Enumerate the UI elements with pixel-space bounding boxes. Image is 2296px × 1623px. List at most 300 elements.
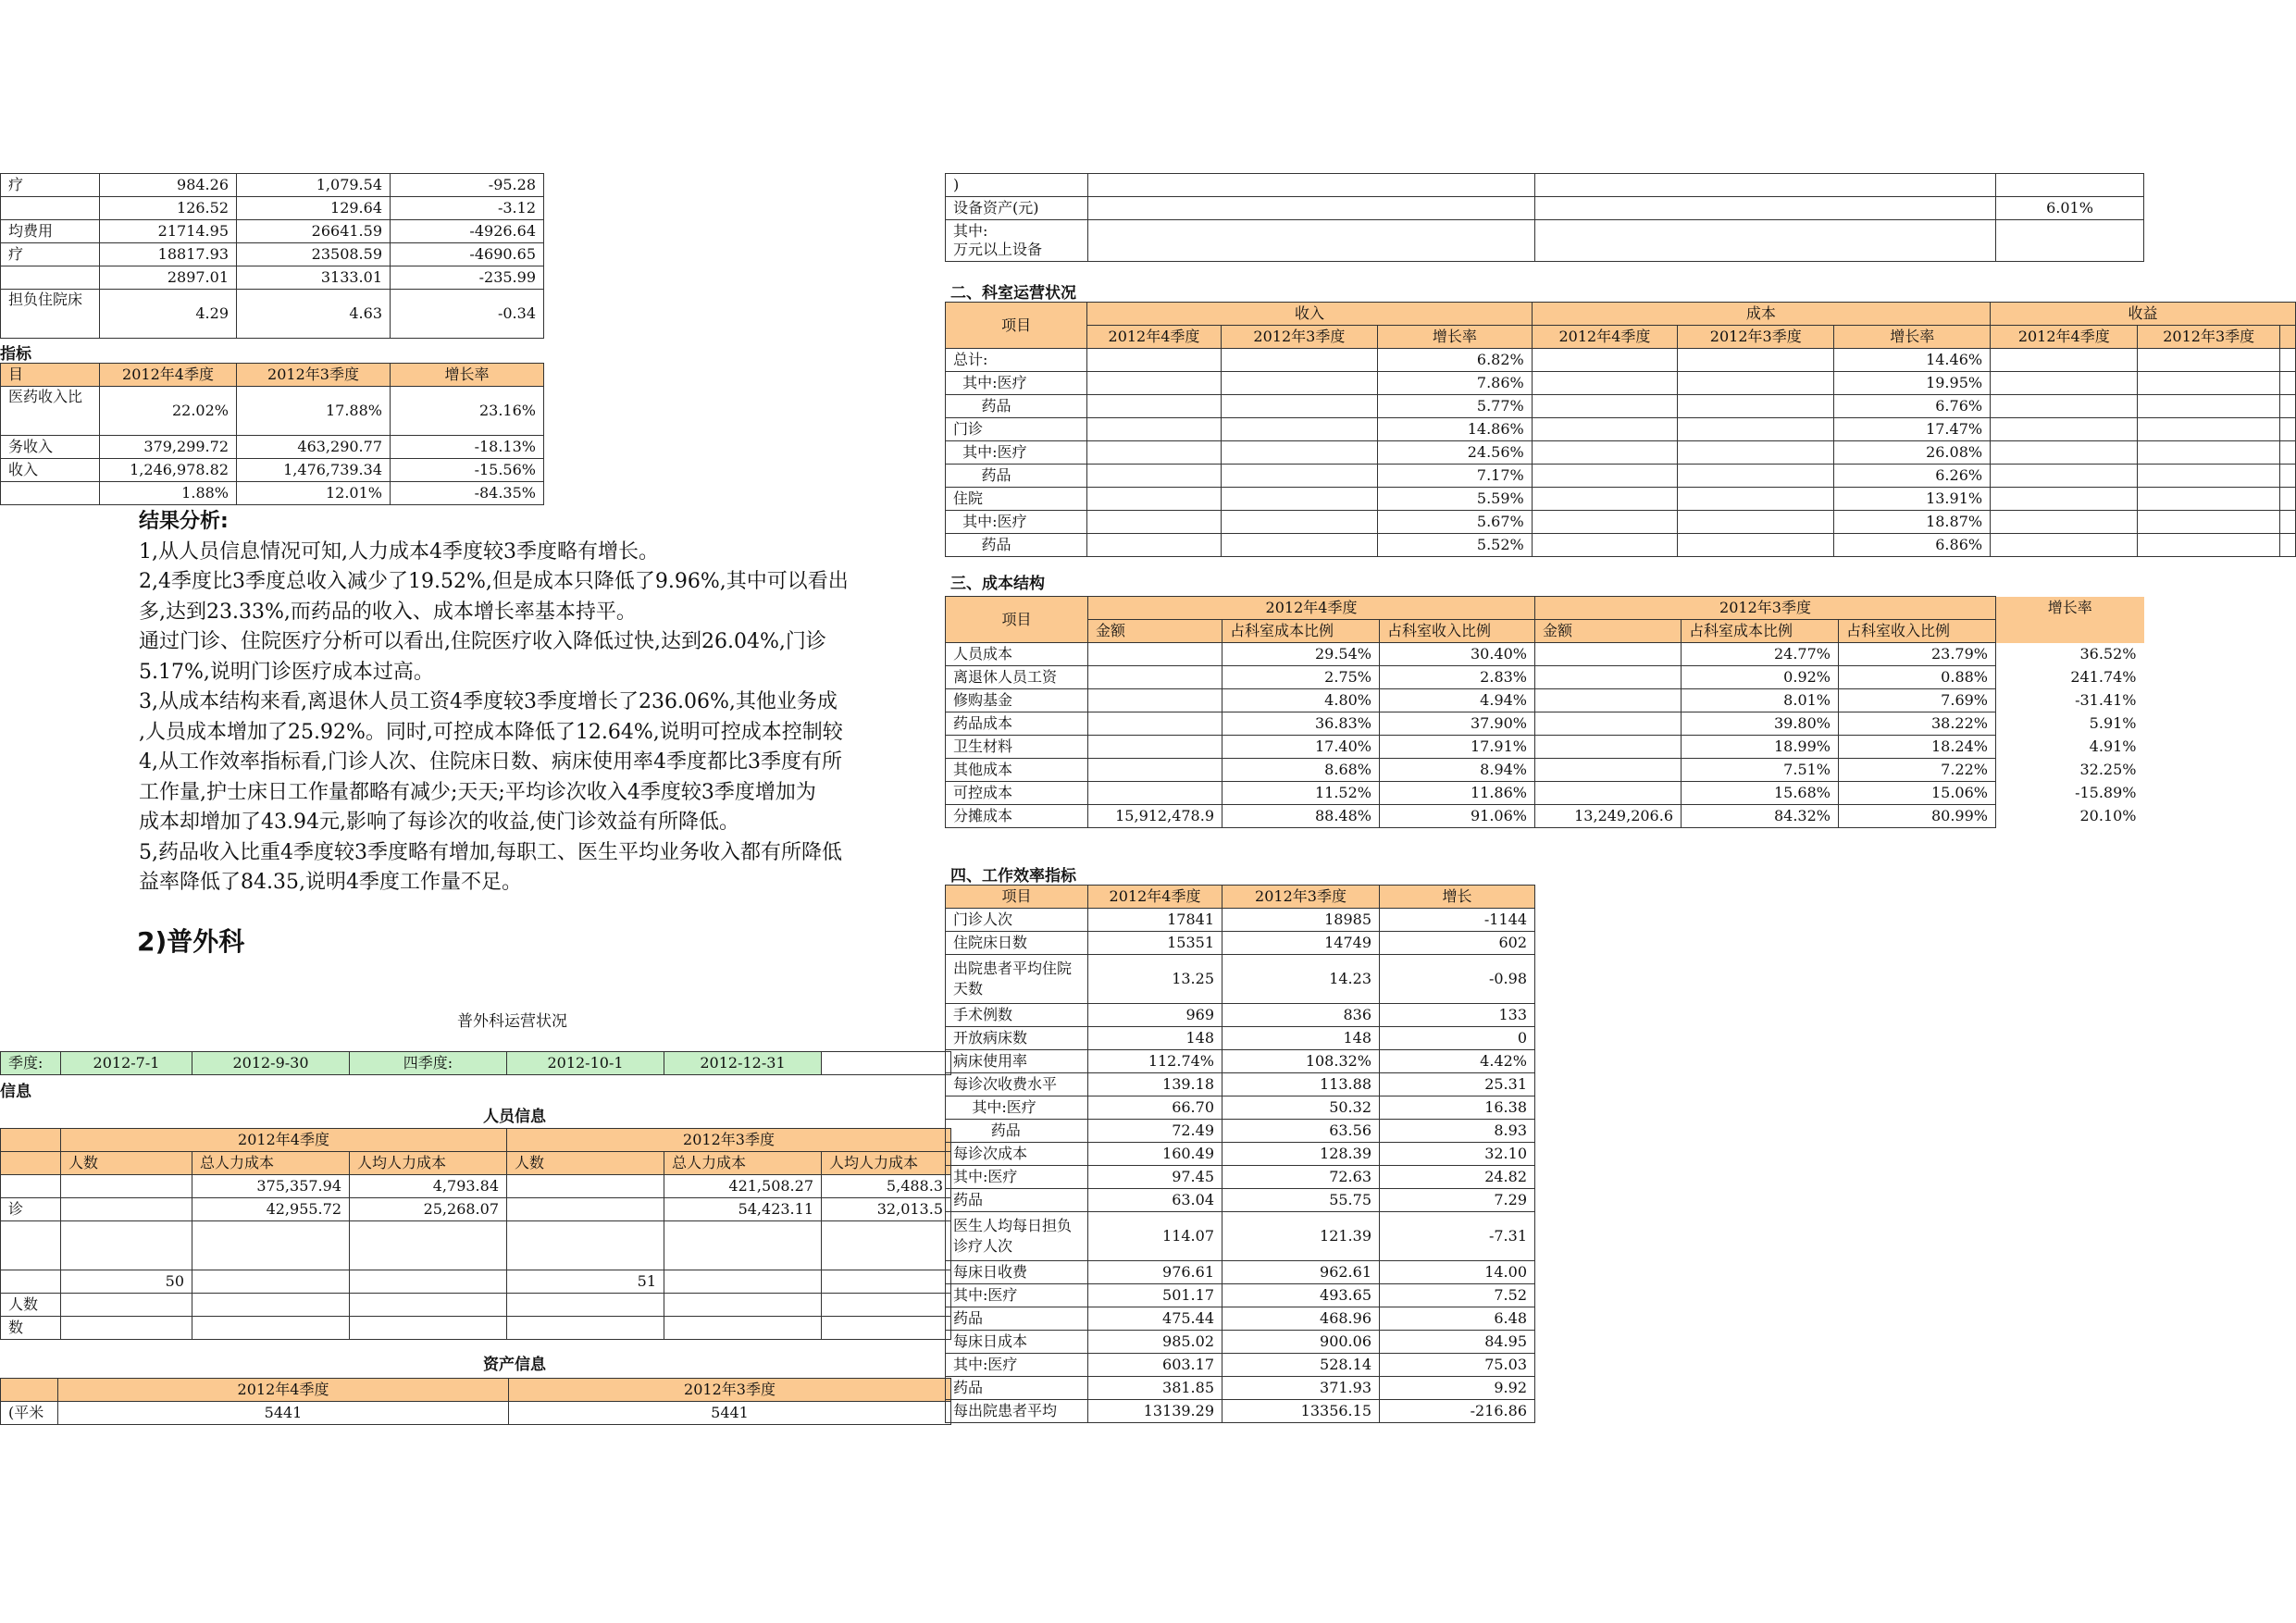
staff-cell bbox=[822, 1317, 951, 1340]
ops-sub-header: 2012年3季度 bbox=[1221, 326, 1377, 349]
eff-row bbox=[946, 1143, 1535, 1166]
left-top-row bbox=[1, 174, 544, 197]
row-label: 每出院患者平均 bbox=[946, 1400, 1088, 1423]
eff-row bbox=[946, 932, 1535, 955]
staff-tbody bbox=[1, 1129, 951, 1340]
ops-cell bbox=[2138, 418, 2279, 441]
period-q4-end: 2012-12-31 bbox=[664, 1052, 822, 1075]
staff-cell bbox=[664, 1317, 822, 1340]
staff-header-row bbox=[1, 1129, 951, 1152]
analysis-lines bbox=[139, 538, 849, 898]
cost-sub-row bbox=[946, 620, 2144, 643]
ops-cost-growth: 26.08% bbox=[1834, 441, 1991, 465]
cost-cell bbox=[1088, 689, 1222, 712]
staff-cell bbox=[61, 1294, 192, 1317]
ops-cell bbox=[2138, 395, 2279, 418]
eff-cell: 468.96 bbox=[1222, 1307, 1380, 1331]
right-top-cell bbox=[1535, 220, 1996, 262]
eff-cell: 493.65 bbox=[1222, 1284, 1380, 1307]
eff-cell: 97.45 bbox=[1088, 1166, 1222, 1189]
right-top-value-2: 6.01% bbox=[1996, 197, 2144, 220]
staff-row bbox=[1, 1294, 951, 1317]
left-ratio-row bbox=[1, 459, 544, 482]
ops-row bbox=[946, 488, 2296, 511]
left-ratio-row bbox=[1, 387, 544, 436]
eff-row bbox=[946, 1050, 1535, 1073]
analysis-line: 3,从成本结构来看,离退休人员工资4季度较3季度增长了236.06%,其他业务成 bbox=[139, 690, 838, 713]
eff-cell: 836 bbox=[1222, 1004, 1380, 1027]
row-label: 其中:医疗 bbox=[946, 1354, 1088, 1377]
ops-cell bbox=[1532, 465, 1677, 488]
right-top-cell bbox=[1088, 220, 1535, 262]
row-label: 修购基金 bbox=[946, 689, 1088, 712]
staff-cell bbox=[350, 1221, 507, 1270]
cost-cell: 15.06% bbox=[1839, 782, 1996, 805]
row-label bbox=[1, 482, 100, 505]
assets-q4-value: 5441 bbox=[58, 1402, 509, 1425]
row-label: 住院床日数 bbox=[946, 932, 1088, 955]
value-q3: 12.01% bbox=[237, 482, 391, 505]
row-label: 其中:医疗 bbox=[946, 1096, 1088, 1120]
eff-row bbox=[946, 1400, 1535, 1423]
ops-cell bbox=[1087, 511, 1222, 534]
ops-row bbox=[946, 418, 2296, 441]
ops-sub-header: 2012年3季度 bbox=[1678, 326, 1834, 349]
row-label: 其中:医疗 bbox=[946, 372, 1087, 395]
row-label: 药品 bbox=[946, 1120, 1088, 1143]
cost-cell bbox=[1535, 759, 1682, 782]
value-diff: -3.12 bbox=[391, 197, 544, 220]
ops-cell bbox=[2138, 372, 2279, 395]
eff-cell: 371.93 bbox=[1222, 1377, 1380, 1400]
right-top-label-1: ) bbox=[946, 174, 1088, 197]
ops-cost-growth: 6.26% bbox=[1834, 465, 1991, 488]
assets-header-q3: 2012年3季度 bbox=[509, 1379, 951, 1402]
cost-cell: 4.94% bbox=[1380, 689, 1535, 712]
analysis-line: 2,4季度比3季度总收入减少了19.52%,但是成本只降低了9.96%,其中可以看出 bbox=[139, 570, 849, 593]
value-q4: 21714.95 bbox=[100, 220, 237, 243]
left-top-row bbox=[1, 197, 544, 220]
value-growth: -15.56% bbox=[391, 459, 544, 482]
ops-cell bbox=[1221, 441, 1377, 465]
ops-sub-header: 增长率 bbox=[1378, 326, 1533, 349]
value-q4: 984.26 bbox=[100, 174, 237, 197]
left-ratio-header-row bbox=[1, 364, 544, 387]
eff-row bbox=[946, 1284, 1535, 1307]
staff-cell bbox=[61, 1317, 192, 1340]
row-label bbox=[1, 1221, 61, 1270]
eff-cell: 72.49 bbox=[1088, 1120, 1222, 1143]
eff-row bbox=[946, 1073, 1535, 1096]
cost-row bbox=[946, 805, 2144, 828]
ops-income-growth: 7.86% bbox=[1378, 372, 1533, 395]
eff-row bbox=[946, 1004, 1535, 1027]
analysis-line: 通过门诊、住院医疗分析可以看出,住院医疗收入降低过快,达到26.04%,门诊 bbox=[139, 630, 826, 653]
ops-block bbox=[945, 302, 2296, 557]
right-top-table bbox=[945, 173, 2144, 262]
cost-cell: 29.54% bbox=[1222, 643, 1380, 666]
ops-header-item: 项目 bbox=[946, 303, 1087, 349]
ops-cell bbox=[1991, 534, 2138, 557]
cost-cell bbox=[1535, 643, 1682, 666]
row-label: 其他成本 bbox=[946, 759, 1088, 782]
cost-sub-header: 占科室收入比例 bbox=[1839, 620, 1996, 643]
staff-cell: 51 bbox=[507, 1270, 664, 1294]
eff-cell: 32.10 bbox=[1380, 1143, 1535, 1166]
assets-row-label: (平米 bbox=[1, 1402, 58, 1425]
ops-row bbox=[946, 465, 2296, 488]
eff-cell: 14749 bbox=[1222, 932, 1380, 955]
ops-cell bbox=[1991, 372, 2138, 395]
eff-cell: -0.98 bbox=[1380, 955, 1535, 1004]
left-top-table bbox=[0, 173, 544, 339]
cost-header-q3: 2012年3季度 bbox=[1535, 597, 1996, 620]
value-q4: 1.88% bbox=[100, 482, 237, 505]
cost-growth: 32.25% bbox=[2079, 761, 2137, 778]
eff-row bbox=[946, 1261, 1535, 1284]
cost-cell: 15.68% bbox=[1682, 782, 1839, 805]
cost-cell bbox=[1088, 712, 1222, 736]
assets-q3-value: 5441 bbox=[509, 1402, 951, 1425]
value-growth: -18.13% bbox=[391, 436, 544, 459]
ops-row bbox=[946, 372, 2296, 395]
cost-row bbox=[946, 712, 2144, 736]
eff-cell: 13139.29 bbox=[1088, 1400, 1222, 1423]
eff-row bbox=[946, 1331, 1535, 1354]
value-q3: 463,290.77 bbox=[237, 436, 391, 459]
row-label: 药品成本 bbox=[946, 712, 1088, 736]
cost-cell: 8.68% bbox=[1222, 759, 1380, 782]
right-top-label-2: 设备资产(元) bbox=[946, 197, 1088, 220]
cost-cell: 39.80% bbox=[1682, 712, 1839, 736]
ops-sub-header: 2012年4季度 bbox=[1087, 326, 1222, 349]
cost-growth: -31.41% bbox=[2075, 691, 2137, 709]
row-label: 每床日收费 bbox=[946, 1261, 1088, 1284]
eff-cell: 9.92 bbox=[1380, 1377, 1535, 1400]
cost-tbody bbox=[946, 597, 2144, 828]
staff-sub-header-row bbox=[1, 1152, 951, 1175]
row-label: 卫生材料 bbox=[946, 736, 1088, 759]
staff-cell bbox=[664, 1270, 822, 1294]
ops-cell bbox=[2279, 511, 2295, 534]
ratio-header-q3: 2012年3季度 bbox=[237, 364, 391, 387]
row-label: 务收入 bbox=[1, 436, 100, 459]
row-label: 医药收入比 bbox=[1, 387, 100, 436]
eff-header-row bbox=[946, 886, 1535, 909]
cost-cell bbox=[1535, 689, 1682, 712]
cost-row bbox=[946, 643, 2144, 666]
staff-header-q4: 2012年4季度 bbox=[61, 1129, 507, 1152]
eff-cell: 108.32% bbox=[1222, 1050, 1380, 1073]
row-label: 其中:医疗 bbox=[946, 1284, 1088, 1307]
cost-growth: 20.10% bbox=[2079, 807, 2137, 824]
ops-income-growth: 6.82% bbox=[1378, 349, 1533, 372]
ops-cell bbox=[1532, 441, 1677, 465]
eff-cell: -1144 bbox=[1380, 909, 1535, 932]
value-q3: 4.63 bbox=[237, 290, 391, 339]
analysis-line: ,人员成本增加了25.92%。同时,可控成本降低了12.64%,说明可控成本控制较 bbox=[139, 720, 843, 744]
ops-cell bbox=[1087, 372, 1222, 395]
period-empty bbox=[822, 1052, 951, 1075]
row-label: 每诊次成本 bbox=[946, 1143, 1088, 1166]
ops-section-title: 二、科室运营状况 bbox=[950, 284, 1076, 303]
staff-row bbox=[1, 1221, 951, 1270]
cost-header-item: 项目 bbox=[946, 597, 1088, 643]
ops-cell bbox=[1532, 395, 1677, 418]
cost-cell: 15,912,478.9 bbox=[1088, 805, 1222, 828]
row-label bbox=[1, 197, 100, 220]
ops-cell bbox=[1991, 418, 2138, 441]
ops-cell bbox=[2279, 488, 2295, 511]
ops-cell bbox=[1087, 441, 1222, 465]
staff-cell bbox=[192, 1317, 350, 1340]
eff-cell: 66.70 bbox=[1088, 1096, 1222, 1120]
value-q3: 1,079.54 bbox=[237, 174, 391, 197]
cost-cell: 11.86% bbox=[1380, 782, 1535, 805]
left-ratio-row bbox=[1, 436, 544, 459]
row-label: 分摊成本 bbox=[946, 805, 1088, 828]
ops-cell bbox=[1087, 488, 1222, 511]
eff-tbody bbox=[946, 886, 1535, 1423]
eff-cell: 7.52 bbox=[1380, 1284, 1535, 1307]
value-q4: 22.02% bbox=[100, 387, 237, 436]
cost-cell: 2.75% bbox=[1222, 666, 1380, 689]
staff-header-q3: 2012年3季度 bbox=[507, 1129, 951, 1152]
cost-cell bbox=[1088, 666, 1222, 689]
left-top-table-block bbox=[0, 173, 544, 339]
eff-section-title: 四、工作效率指标 bbox=[950, 867, 1076, 886]
analysis-line: 4,从工作效率指标看,门诊人次、住院床日数、病床使用率4季度都比3季度有所 bbox=[139, 750, 842, 774]
value-q3: 23508.59 bbox=[237, 243, 391, 266]
cost-cell: 37.90% bbox=[1380, 712, 1535, 736]
cost-cell: 7.69% bbox=[1839, 689, 1996, 712]
value-diff: -95.28 bbox=[391, 174, 544, 197]
ops-cost-growth: 6.86% bbox=[1834, 534, 1991, 557]
staff-col-header: 人均人力成本 bbox=[822, 1152, 951, 1175]
ops-cell bbox=[1221, 465, 1377, 488]
cost-cell: 2.83% bbox=[1380, 666, 1535, 689]
value-q3: 17.88% bbox=[237, 387, 391, 436]
right-top-cell bbox=[1535, 174, 1996, 197]
eff-header-q3: 2012年3季度 bbox=[1222, 886, 1380, 909]
cost-sub-header: 占科室成本比例 bbox=[1222, 620, 1380, 643]
eff-cell: 381.85 bbox=[1088, 1377, 1222, 1400]
ops-cell bbox=[1991, 349, 2138, 372]
period-row bbox=[1, 1052, 951, 1075]
assets-header-q4: 2012年4季度 bbox=[58, 1379, 509, 1402]
eff-cell: 113.88 bbox=[1222, 1073, 1380, 1096]
cost-cell bbox=[1088, 782, 1222, 805]
row-label bbox=[1, 266, 100, 290]
ops-income-growth: 14.86% bbox=[1378, 418, 1533, 441]
assets-block bbox=[0, 1378, 951, 1425]
staff-header-blank bbox=[1, 1129, 61, 1152]
staff-section-title: 信息 bbox=[0, 1083, 31, 1101]
ops-cell bbox=[2279, 465, 2295, 488]
eff-cell: 13356.15 bbox=[1222, 1400, 1380, 1423]
staff-cell: 421,508.27 bbox=[664, 1175, 822, 1198]
cost-header-growth: 增长率 bbox=[1996, 597, 2144, 643]
eff-cell: 969 bbox=[1088, 1004, 1222, 1027]
ops-cell bbox=[1221, 349, 1377, 372]
ops-cell bbox=[1087, 395, 1222, 418]
row-label: 每诊次收费水平 bbox=[946, 1073, 1088, 1096]
eff-cell: 602 bbox=[1380, 932, 1535, 955]
row-label: 药品 bbox=[946, 465, 1087, 488]
ops-row bbox=[946, 349, 2296, 372]
cost-cell: 13,249,206.6 bbox=[1535, 805, 1682, 828]
staff-col-header: 人数 bbox=[61, 1152, 192, 1175]
value-q3: 1,476,739.34 bbox=[237, 459, 391, 482]
eff-cell: 603.17 bbox=[1088, 1354, 1222, 1377]
ops-cell bbox=[2279, 534, 2295, 557]
eff-cell: 24.82 bbox=[1380, 1166, 1535, 1189]
value-q4: 18817.93 bbox=[100, 243, 237, 266]
ratio-header-item: 目 bbox=[1, 364, 100, 387]
value-q4: 2897.01 bbox=[100, 266, 237, 290]
left-ratio-tbody bbox=[1, 364, 544, 505]
cost-cell bbox=[1088, 759, 1222, 782]
cost-cell: 38.22% bbox=[1839, 712, 1996, 736]
row-label: 数 bbox=[1, 1317, 61, 1340]
eff-row bbox=[946, 1354, 1535, 1377]
left-ratio-row bbox=[1, 482, 544, 505]
staff-col-header: 总人力成本 bbox=[664, 1152, 822, 1175]
cost-growth: 36.52% bbox=[2079, 645, 2137, 663]
assets-header-blank bbox=[1, 1379, 58, 1402]
eff-cell: -7.31 bbox=[1380, 1212, 1535, 1261]
eff-cell: -216.86 bbox=[1380, 1400, 1535, 1423]
ratio-header-q4: 2012年4季度 bbox=[100, 364, 237, 387]
cost-growth: 4.91% bbox=[2089, 737, 2137, 755]
row-label: 总计: bbox=[946, 349, 1087, 372]
staff-row bbox=[1, 1317, 951, 1340]
cost-cell: 7.22% bbox=[1839, 759, 1996, 782]
cost-cell bbox=[1535, 736, 1682, 759]
eff-row bbox=[946, 1307, 1535, 1331]
eff-cell: 160.49 bbox=[1088, 1143, 1222, 1166]
eff-cell: 50.32 bbox=[1222, 1096, 1380, 1120]
staff-cell bbox=[822, 1294, 951, 1317]
eff-header-growth: 增长 bbox=[1380, 886, 1535, 909]
right-top-cell bbox=[1088, 174, 1535, 197]
ops-row bbox=[946, 441, 2296, 465]
value-q4: 126.52 bbox=[100, 197, 237, 220]
eff-cell: 15351 bbox=[1088, 932, 1222, 955]
eff-cell: 985.02 bbox=[1088, 1331, 1222, 1354]
ops-income-growth: 7.17% bbox=[1378, 465, 1533, 488]
ops-cell bbox=[1221, 488, 1377, 511]
cost-cell: 0.88% bbox=[1839, 666, 1996, 689]
cost-row bbox=[946, 736, 2144, 759]
ops-cell bbox=[1678, 349, 1834, 372]
ops-cell bbox=[1532, 418, 1677, 441]
row-label: 病床使用率 bbox=[946, 1050, 1088, 1073]
row-label: 药品 bbox=[946, 1189, 1088, 1212]
ops-income-growth: 5.77% bbox=[1378, 395, 1533, 418]
left-top-row bbox=[1, 220, 544, 243]
staff-cell bbox=[664, 1221, 822, 1270]
ops-cell bbox=[1991, 441, 2138, 465]
cost-row bbox=[946, 782, 2144, 805]
ops-cell bbox=[1991, 488, 2138, 511]
eff-cell: 0 bbox=[1380, 1027, 1535, 1050]
cost-cell: 23.79% bbox=[1839, 643, 1996, 666]
value-diff: -4690.65 bbox=[391, 243, 544, 266]
ops-sub-header-edge bbox=[2279, 326, 2295, 349]
ops-cell bbox=[1678, 511, 1834, 534]
cost-sub-header: 金额 bbox=[1535, 620, 1682, 643]
analysis-title: 结果分析: bbox=[139, 510, 229, 533]
eff-header-q4: 2012年4季度 bbox=[1088, 886, 1222, 909]
cost-cell bbox=[1535, 782, 1682, 805]
value-q3: 3133.01 bbox=[237, 266, 391, 290]
cost-cell: 84.32% bbox=[1682, 805, 1839, 828]
eff-cell: 501.17 bbox=[1088, 1284, 1222, 1307]
value-q3: 129.64 bbox=[237, 197, 391, 220]
row-label: 门诊人次 bbox=[946, 909, 1088, 932]
left-top-tbody bbox=[1, 174, 544, 339]
cost-cell: 8.01% bbox=[1682, 689, 1839, 712]
cost-cell: 30.40% bbox=[1380, 643, 1535, 666]
left-top-row bbox=[1, 290, 544, 339]
ops-income-growth: 24.56% bbox=[1378, 441, 1533, 465]
eff-cell: 75.03 bbox=[1380, 1354, 1535, 1377]
ops-sub-row bbox=[946, 326, 2296, 349]
eff-row bbox=[946, 1189, 1535, 1212]
cost-sub-header: 占科室收入比例 bbox=[1380, 620, 1535, 643]
value-q4: 1,246,978.82 bbox=[100, 459, 237, 482]
ops-cell bbox=[2279, 441, 2295, 465]
cost-growth: 241.74% bbox=[2070, 668, 2137, 686]
ops-income-growth: 5.67% bbox=[1378, 511, 1533, 534]
row-label: 其中:医疗 bbox=[946, 441, 1087, 465]
period-row-block bbox=[0, 1051, 951, 1075]
period-table bbox=[0, 1051, 951, 1075]
ops-cell bbox=[1087, 418, 1222, 441]
eff-cell: 962.61 bbox=[1222, 1261, 1380, 1284]
row-label: 可控成本 bbox=[946, 782, 1088, 805]
ops-group-income: 收入 bbox=[1087, 303, 1533, 326]
cost-cell bbox=[1535, 712, 1682, 736]
row-label: 离退休人员工资 bbox=[946, 666, 1088, 689]
staff-table bbox=[0, 1128, 951, 1340]
ops-cell bbox=[1221, 511, 1377, 534]
row-label: 人员成本 bbox=[946, 643, 1088, 666]
eff-table bbox=[945, 885, 1535, 1423]
analysis-line: 多,达到23.33%,而药品的收入、成本增长率基本持平。 bbox=[139, 600, 637, 624]
staff-cell bbox=[822, 1270, 951, 1294]
cost-cell bbox=[1088, 643, 1222, 666]
assets-table-title: 资产信息 bbox=[483, 1356, 546, 1374]
staff-cell: 32,013.5 bbox=[822, 1198, 951, 1221]
staff-block bbox=[0, 1128, 951, 1340]
cost-cell: 11.52% bbox=[1222, 782, 1380, 805]
value-q3: 26641.59 bbox=[237, 220, 391, 243]
ops-cost-growth: 14.46% bbox=[1834, 349, 1991, 372]
staff-table-title: 人员信息 bbox=[483, 1108, 546, 1126]
staff-cell bbox=[507, 1317, 664, 1340]
staff-cell: 50 bbox=[61, 1270, 192, 1294]
period-label-q4: 四季度: bbox=[350, 1052, 507, 1075]
staff-cell: 54,423.11 bbox=[664, 1198, 822, 1221]
staff-cell bbox=[350, 1294, 507, 1317]
row-label: 医生人均每日担负诊疗人次 bbox=[946, 1212, 1088, 1261]
row-label bbox=[1, 1175, 61, 1198]
staff-cell bbox=[507, 1221, 664, 1270]
section-heading-general-surgery: 2)普外科 bbox=[137, 926, 245, 957]
row-label: 每床日成本 bbox=[946, 1331, 1088, 1354]
